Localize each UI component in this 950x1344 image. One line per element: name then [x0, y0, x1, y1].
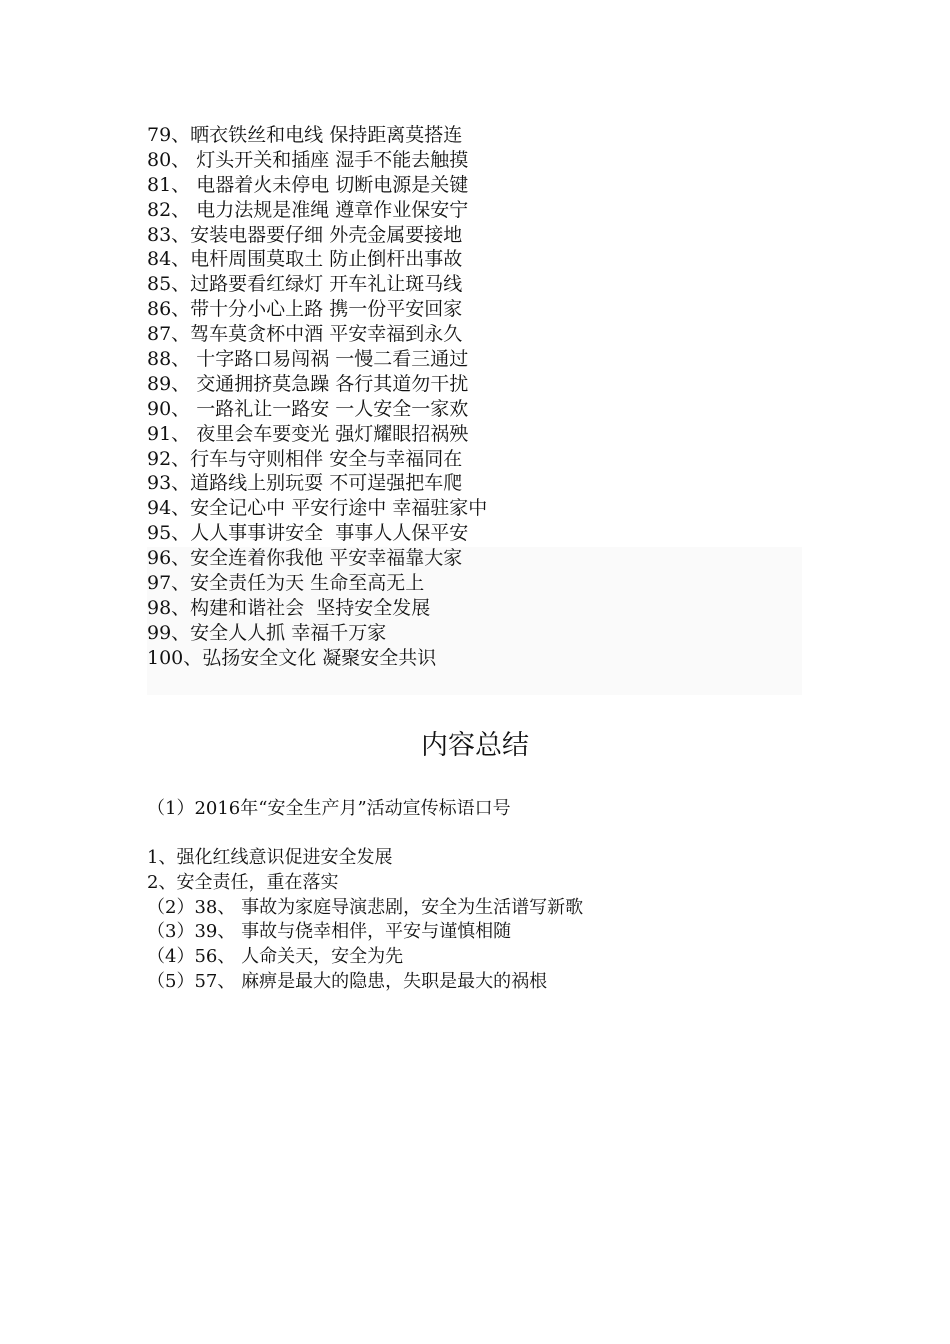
- summary-title: 内容总结: [421, 730, 529, 761]
- list-item: 84、电杆周围莫取土 防止倒杆出事故: [147, 248, 463, 271]
- summary-item: （4）56、 人命关天，安全为先: [147, 946, 404, 968]
- list-item: 93、道路线上别玩耍 不可逞强把车爬: [147, 472, 463, 495]
- summary-item: 1、强化红线意识促进安全发展: [147, 847, 393, 868]
- summary-list: [147, 846, 847, 995]
- list-item: 87、驾车莫贪杯中酒 平安幸福到永久: [147, 323, 463, 346]
- list-item: 95、人人事事讲安全 事事人人保平安: [147, 522, 469, 545]
- summary-item: （2）38、 事故为家庭导演悲剧，安全为生活谱写新歌: [147, 896, 584, 918]
- list-item: 79、晒衣铁丝和电线 保持距离莫搭连: [147, 124, 463, 146]
- list-item: 89、 交通拥挤莫急躁 各行其道勿干扰: [147, 372, 469, 395]
- summary-item: （5）57、 麻痹是最大的隐患，失职是最大的祸根: [147, 970, 548, 992]
- list-item: 100、弘扬安全文化 凝聚安全共识: [147, 646, 437, 669]
- list-item: 94、安全记心中 平安行途中 幸福驻家中: [147, 497, 488, 520]
- summary-item: 2、安全责任，重在落实: [147, 871, 339, 893]
- list-item: 80、 灯头开关和插座 湿手不能去触摸: [147, 148, 469, 171]
- list-item: 96、安全连着你我他 平安幸福靠大家: [147, 547, 463, 570]
- list-item: 90、 一路礼让一路安 一人安全一家欢: [147, 397, 469, 420]
- list-item: 99、安全人人抓 幸福千万家: [147, 621, 387, 644]
- list-item: 92、行车与守则相伴 安全与幸福同在: [147, 447, 463, 470]
- list-item: 88、 十字路口易闯祸 一慢二看三通过: [147, 348, 469, 371]
- list-item: 82、 电力法规是准绳 遵章作业保安宁: [147, 198, 469, 221]
- list-item: 83、安装电器要仔细 外壳金属要接地: [147, 223, 463, 246]
- list-item: 85、过路要看红绿灯 开车礼让斑马线: [147, 273, 463, 296]
- list-item: 81、 电器着火未停电 切断电源是关键: [147, 173, 469, 196]
- list-item: 86、带十分小心上路 携一份平安回家: [147, 298, 463, 321]
- summary-subtitle: （1）2016年“安全生产月”活动宣传标语口号: [147, 798, 511, 819]
- list-item: 97、安全责任为天 生命至高无上: [147, 572, 425, 595]
- slogan-list: [147, 123, 807, 671]
- list-item: 98、构建和谐社会 坚持安全发展: [147, 596, 431, 619]
- list-item: 91、 夜里会车要变光 强灯耀眼招祸殃: [147, 422, 469, 445]
- summary-item: （3）39、 事故与侥幸相伴，平安与谨慎相随: [147, 921, 512, 943]
